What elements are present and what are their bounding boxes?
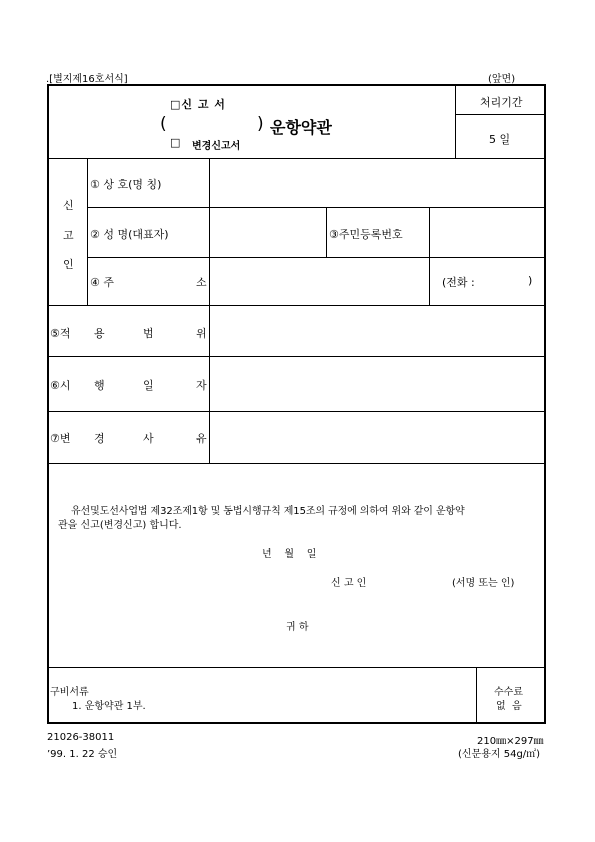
title-open-paren: ( bbox=[160, 114, 167, 134]
reporter-group-label: 고 bbox=[63, 229, 74, 242]
change-reason-field[interactable] bbox=[210, 411, 544, 461]
representative-name-field[interactable] bbox=[210, 207, 325, 255]
divider bbox=[49, 667, 546, 668]
divider bbox=[455, 114, 546, 115]
scope-label: 위 bbox=[196, 327, 207, 340]
effective-date-label: ⑥시 bbox=[50, 379, 71, 392]
scope-label: 범 bbox=[143, 327, 154, 340]
page-title: 운항약관 bbox=[270, 118, 332, 137]
phone-label: ) bbox=[528, 274, 533, 287]
phone-field[interactable] bbox=[482, 270, 526, 290]
change-reason-label: 경 bbox=[94, 432, 105, 445]
processing-period-value: 5 일 bbox=[489, 133, 511, 146]
change-option-box[interactable]: □ bbox=[170, 136, 181, 149]
divider bbox=[429, 257, 430, 305]
change-reason-label: ⑦변 bbox=[50, 432, 71, 445]
signature-or-seal[interactable]: (서명 또는 인) bbox=[452, 578, 515, 589]
title-close-paren: ) bbox=[257, 114, 264, 134]
required-documents-label: 구비서류 bbox=[50, 687, 89, 698]
statement-text: 관을 신고(변경신고) 합니다. bbox=[58, 520, 182, 531]
fee-value: 없 음 bbox=[496, 701, 522, 712]
paper-size: 210㎜×297㎜ bbox=[477, 736, 544, 747]
approval-date: ’99. 1. 22 승인 bbox=[47, 749, 118, 760]
divider bbox=[326, 207, 327, 257]
divider bbox=[49, 463, 546, 464]
effective-date-label: 일 bbox=[143, 379, 154, 392]
change-reason-label: 사 bbox=[143, 432, 154, 445]
company-name-label: ① 상 호(명 칭) bbox=[90, 178, 162, 191]
address-label: ④ 주 bbox=[90, 276, 114, 289]
scope-label: ⑤적 bbox=[50, 327, 71, 340]
effective-date-label: 자 bbox=[196, 379, 207, 392]
address-label: 소 bbox=[196, 276, 207, 289]
reporter-group-label: 신 bbox=[63, 199, 74, 212]
required-documents-item: 1. 운항약관 1부. bbox=[72, 701, 146, 712]
effective-date-label: 행 bbox=[94, 379, 105, 392]
change-option-label: 변경신고서 bbox=[192, 141, 241, 152]
company-name-field[interactable] bbox=[210, 158, 544, 206]
scope-field[interactable] bbox=[210, 306, 544, 354]
report-option[interactable]: □신 고 서 bbox=[170, 98, 226, 111]
addressee-label: 귀 하 bbox=[286, 622, 309, 633]
form-number: .[별지제16호서식] bbox=[46, 74, 128, 85]
reporter-group-label: 인 bbox=[63, 258, 74, 271]
address-field[interactable] bbox=[210, 257, 428, 303]
effective-date-field[interactable] bbox=[210, 356, 544, 409]
divider bbox=[455, 86, 456, 158]
representative-name-label: ② 성 명(대표자) bbox=[90, 228, 169, 241]
resident-number-field[interactable] bbox=[430, 207, 544, 255]
resident-number-label: ③주민등록번호 bbox=[329, 228, 403, 241]
paper-type: (신문용지 54g/㎡) bbox=[458, 749, 541, 760]
divider bbox=[476, 667, 477, 724]
statement-text: 유선및도선사업법 제32조제1항 및 동법시행규칙 제15조의 규정에 의하여 위와 같이 운항약 bbox=[71, 506, 465, 517]
change-reason-label: 유 bbox=[196, 432, 207, 445]
processing-period-label: 처리기간 bbox=[480, 96, 523, 109]
reporter-signature-label: 신 고 인 bbox=[331, 578, 367, 589]
form-code: 21026-38011 bbox=[47, 732, 115, 743]
page-side-label: (앞면) bbox=[488, 74, 516, 85]
report-date[interactable]: 년 월 일 bbox=[262, 549, 317, 560]
scope-label: 용 bbox=[94, 327, 105, 340]
fee-label: 수수료 bbox=[494, 687, 523, 698]
divider bbox=[87, 158, 88, 305]
phone-label: (전화 : bbox=[442, 276, 475, 289]
